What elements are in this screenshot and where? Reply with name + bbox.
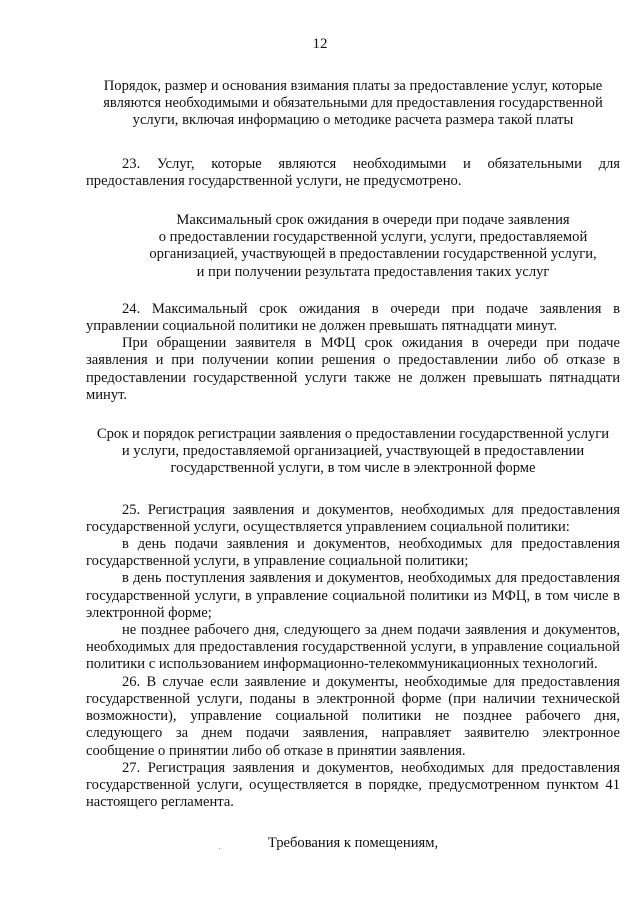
- paragraph-23: 23. Услуг, которые являются необходимыми и обязательными для предоставления государственной услуги, не предусмотрено.: [86, 155, 620, 189]
- scan-speck: [219, 848, 220, 849]
- heading-line: Максимальный срок ожидания в очереди при подаче заявления: [176, 212, 570, 229]
- paragraph-27: 27. Регистрация заявления и документов, необходимых для предоставления государственной услуги, осуществляется в порядке, предусмотренном пунктом 41 настоящего регламента.: [86, 759, 620, 811]
- heading-line: Срок и порядок регистрации заявления о предоставлении государственной услуги: [96, 426, 610, 443]
- heading-line: услуги, включая информацию о методике расчета размера такой платы: [132, 112, 574, 129]
- heading-line: и услуги, предоставляемой организацией, участвующей в предоставлении: [121, 443, 585, 460]
- paragraph-24-mfc: При обращении заявителя в МФЦ срок ожидания в очереди при подаче заявления и при получении копии решения о предоставлении либо об отказе в предоставлении государственной услуги также не должен превышать пятнадцати минут.: [86, 335, 620, 403]
- heading-line: являются необходимыми и обязательными для предоставления государственной: [103, 95, 603, 112]
- paragraph-25-item-1: в день подачи заявления и документов, необходимых для предоставления государственной услуги, в управление социальной политики;: [86, 536, 620, 570]
- section-heading-premises: Требования к помещениям,: [267, 835, 439, 852]
- page-number: 12: [312, 36, 328, 52]
- heading-line: организацией, участвующей в предоставлении государственной услуги,: [149, 246, 597, 263]
- paragraph-25-item-3: не позднее рабочего дня, следующего за днем подачи заявления и документов, необходимых для предоставления государственной услуги, в управление социальной политики с использованием информационно-телекоммуникационных технологий.: [86, 622, 620, 673]
- paragraph-25-item-2: в день поступления заявления и документов, необходимых для предоставления государственной услуги, в управление социальной политики из МФЦ, в том числе в электронной форме;: [86, 570, 620, 621]
- paragraph-24: 24. Максимальный срок ожидания в очереди при подаче заявления в управлении социальной политики не должен превышать пятнадцати минут.: [86, 300, 620, 335]
- document-body: [86, 78, 620, 853]
- heading-line: о предоставлении государственной услуги, услуги, предоставляемой: [158, 229, 588, 246]
- paragraph-25: 25. Регистрация заявления и документов, необходимых для предоставления государственной услуги, осуществляется управлением социальной политики:: [86, 501, 620, 535]
- heading-line: Порядок, размер и основания взимания платы за предоставление услуг, которые: [103, 78, 603, 94]
- heading-line: и при получении результата предоставления таких услуг: [196, 263, 550, 280]
- section-heading-waiting-time: [86, 212, 620, 281]
- paragraph-26: 26. В случае если заявление и документы, необходимые для предоставления государственной услуги, поданы в электронной форме (при наличии технической возможности), управление социальной политики не позднее рабочего дня, следующего за днем подачи заявления, направляет заявителю электронное сообщение о принятии либо об отказе в принятии заявления.: [86, 673, 620, 759]
- section-heading-fees: [86, 78, 620, 130]
- section-heading-registration: [86, 426, 620, 478]
- heading-line: государственной услуги, в том числе в электронной форме: [170, 460, 536, 477]
